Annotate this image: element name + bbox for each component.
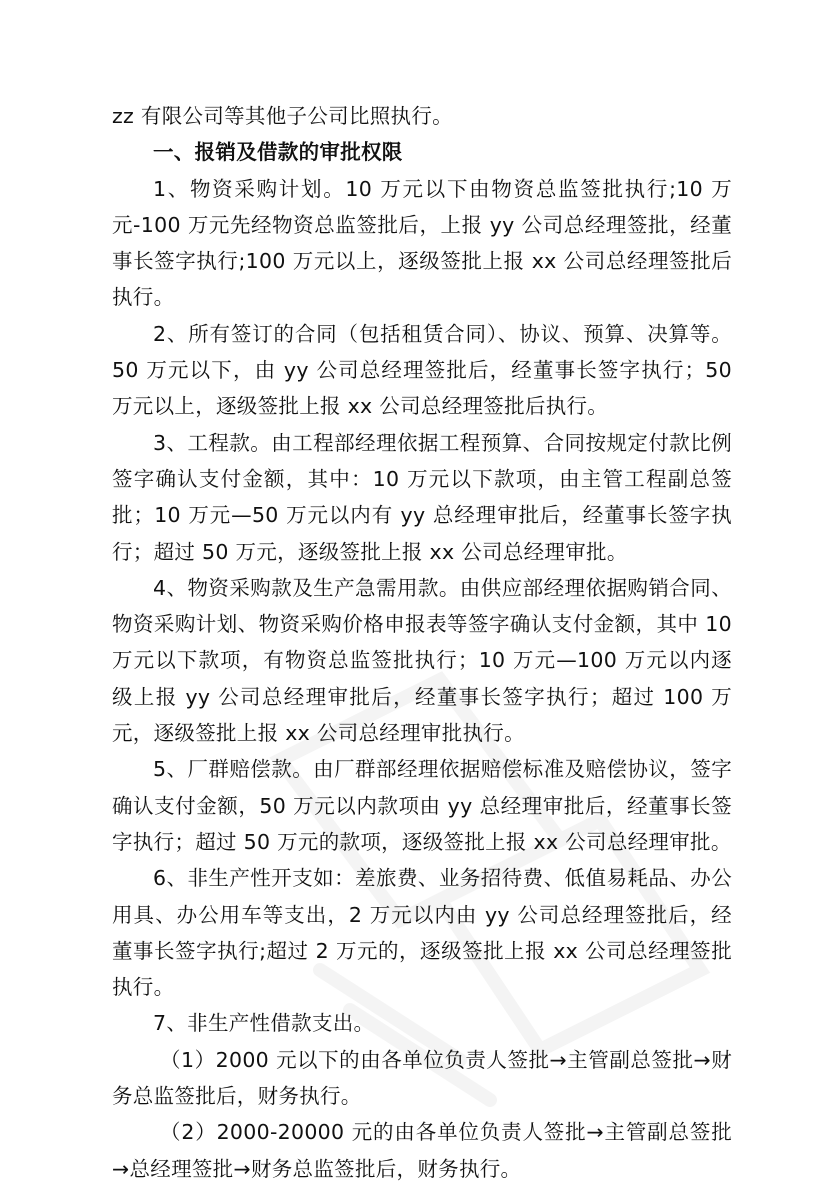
paragraph-subitem-1: （1）2000 元以下的由各单位负责人签批→主管副总签批→财务总监签批后，财务执行。 [112,1047,732,1109]
paragraph-continuation: zz 有限公司等其他子公司比照执行。 [112,104,453,128]
paragraph-item-5: 5、厂群赔偿款。由厂群部经理依据赔偿标准及赔偿协议，签字确认支付金额，50 万元以内款项由 yy 总经理审批后，经董事长签字执行；超过 50 万元的款项，逐级签批上报 xx 公司总经理审批。 [112,757,732,854]
section-heading: 一、报销及借款的审批权限 [153,140,403,165]
paragraph-item-6: 6、非生产性开支如：差旅费、业务招待费、低值易耗品、办公用具、办公用车等支出，2 万元以内由 yy 公司总经理签批后，经董事长签字执行;超过 2 万元的，逐级签批上报 xx 公司总经理签批执行。 [112,866,732,1000]
paragraph-item-7: 7、非生产性借款支出。 [153,1011,375,1036]
paragraph-subitem-2: （2）2000-20000 元的由各单位负责人签批→主管副总签批→总经理签批→财务总监签批后，财务执行。 [112,1120,732,1181]
paragraph-item-3: 3、工程款。由工程部经理依据工程预算、合同按规定付款比例签字确认支付金额，其中：10 万元以下款项，由主管工程副总签批；10 万元—50 万元以内有 yy 总经理审批后，经董事长签字执行；超过 50 万元，逐级签批上报 xx 公司总经理审批。 [112,430,732,564]
paragraph-item-2: 2、所有签订的合同（包括租赁合同）、协议、预算、决算等。50 万元以下，由 yy 公司总经理签批后，经董事长签字执行；50 万元以上，逐级签批上报 xx 公司总经理签批后执行。 [112,321,732,419]
paragraph-item-4: 4、物资采购款及生产急需用款。由供应部经理依据购销合同、物资采购计划、物资采购价格申报表等签字确认支付金额，其中 10 万元以下款项，有物资总监签批执行；10 万元—100 万元以内逐级上报 yy 公司总经理审批后，经董事长签字执行；超过 100 万元，逐级签批上报 xx 公司总经理审批执行。 [112,575,732,746]
document-body [112,98,732,1187]
paragraph-item-1: 1、物资采购计划。10 万元以下由物资总监签批执行;10 万元-100 万元先经物资总监签批后，上报 yy 公司总经理签批，经董事长签字执行;100 万元以上，逐级签批上报 xx 公司总经理签批后执行。 [112,176,732,310]
